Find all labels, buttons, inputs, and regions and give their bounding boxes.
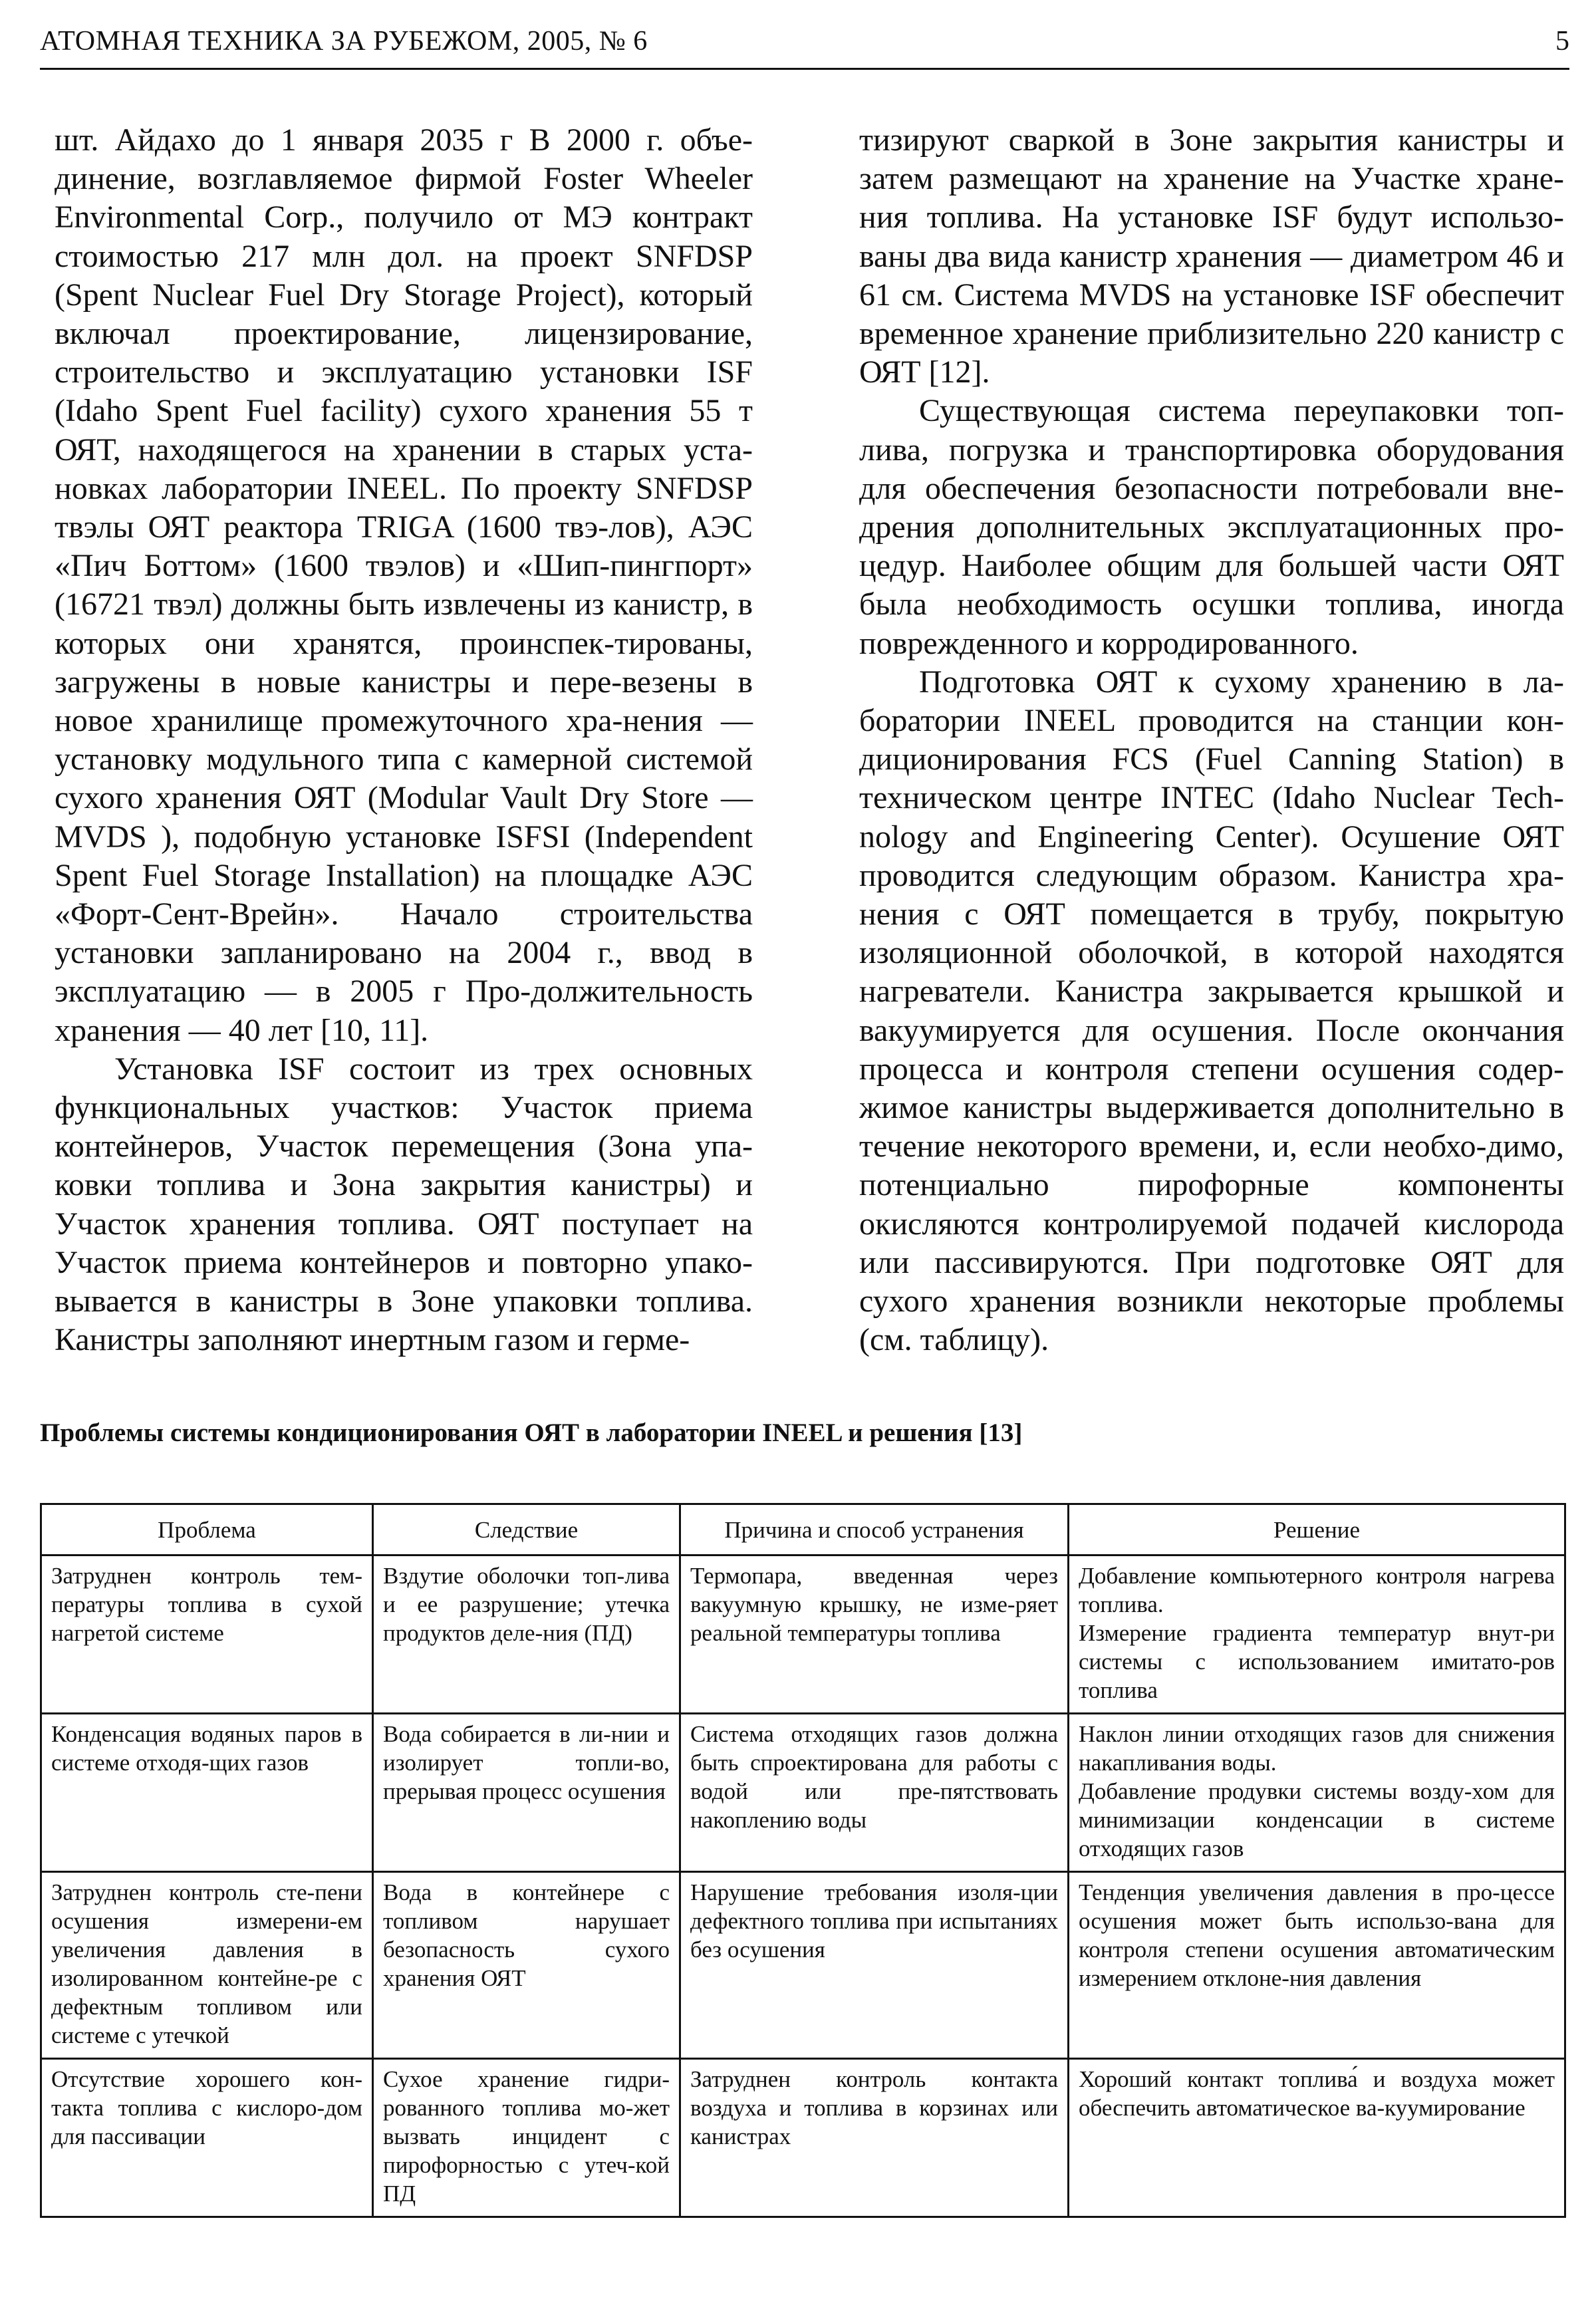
column-header-problem: Проблема [41, 1504, 373, 1555]
table-cell: Хороший контакт топлива́ и воздуха может обеспечить автоматическое ва-куумирование [1069, 2059, 1565, 2217]
table-caption: Проблемы системы кондиционирования ОЯТ в лаборатории INEEL и решения [13] [40, 1419, 1023, 1447]
paragraph: тизируют сваркой в Зоне закрытия канистры и затем размещают на хранение на Участке хране-ния топлива. На установке ISF будут использо-ваны два вида канистр хранения — диаметром 46 и 61 см. Система MVDS на установке ISF обеспечит временное хранение приблизительно 220 канистр с ОЯТ [12]. [859, 122, 1564, 390]
column-header-solution: Решение [1069, 1504, 1565, 1555]
table-header-row [41, 1504, 1565, 1555]
table-row [41, 2059, 1565, 2217]
table-cell: Затруднен контроль контакта воздуха и топлива в корзинах или канистрах [680, 2059, 1069, 2217]
table-cell: Система отходящих газов должна быть спроектирована для работы с водой или пре-пятствовать накоплению воды [680, 1714, 1069, 1872]
table-cell: Тенденция увеличения давления в про-цессе осушения может быть использо-вана для контроля степени осушения автоматическим измерением отклоне-ния давления [1069, 1872, 1565, 2059]
paragraph: Существующая система переупаковки топ-лива, погрузка и транспортировка оборудования для обеспечения безопасности потребовали вне-дрения дополнительных эксплуатационных про-цедур. Наиболее общим для большей части ОЯТ была необходимость осушки топлива, иногда поврежденного и корродированного. [859, 393, 1564, 661]
table-row [41, 1555, 1565, 1714]
table-cell: Добавление компьютерного контроля нагрева топлива. Измерение градиента температур внут-ри системы с использованием имитато-ров топлива [1069, 1555, 1565, 1714]
table-cell: Вздутие оболочки топ-лива и ее разрушение; утечка продуктов деле-ния (ПД) [373, 1555, 680, 1714]
running-header [40, 25, 1569, 70]
table-cell: Сухое хранение гидри-рованного топлива мо-жет вызвать инцидент с пирофорностью с утеч-кой ПД [373, 2059, 680, 2217]
problems-table [40, 1503, 1566, 2218]
table-cell: Нарушение требования изоля-ции дефектного топлива при испытаниях без осушения [680, 1872, 1069, 2059]
paragraph: Подготовка ОЯТ к сухому хранению в ла-боратории INEEL проводится на станции кон-диционирования FCS (Fuel Canning Station) в техническом центре INTEC (Idaho Nuclear Tech-nology and Engineering Center). Осушение ОЯТ проводится следующим образом. Канистра хра-нения с ОЯТ помещается в трубу, покрытую изоляционной оболочкой, в которой находятся нагреватели. Канистра закрывается крышкой и вакуумируется для осушения. После окончания процесса и контроля степени осушения содер-жимое канистры выдерживается дополнительно в течение некоторого времени, и, если необхо-димо, потенциально пирофорные компоненты окисляются контролируемой подачей кислорода или пассивируются. При подготовке ОЯТ для сухого хранения возникли некоторые проблемы (см. таблицу). [859, 664, 1564, 1358]
paragraph: шт. Айдахо до 1 января 2035 г В 2000 г. объе-динение, возглавляемое фирмой Foster Wheeler Environmental Corp., получило от МЭ контракт стоимостью 217 млн дол. на проект SNFDSP (Spent Nuclear Fuel Dry Storage Project), который включал проектирование, лицензирование, строительство и эксплуатацию установки ISF (Idaho Spent Fuel facility) сухого хранения 55 т ОЯТ, находящегося на хранении в старых уста-новках лаборатории INEEL. По проекту SNFDSP твэлы ОЯТ реактора TRIGA (1600 твэ-лов), АЭС «Пич Боттом» (1600 твэлов) и «Шип-пингпорт» (16721 твэл) должны быть извлечены из канистр, в которых они хранятся, проинспек-тированы, загружены в новые канистры и пере-везены в новое хранилище промежуточного хра-нения — установку модульного типа с камерной системой сухого хранения ОЯТ (Modular Vault Dry Store — MVDS ), подобную установке ISFSI (Independent Spent Fuel Storage Installation) на площадке АЭС «Форт-Сент-Врейн». Начало строительства установки запланировано на 2004 г., ввод в эксплуатацию — в 2005 г Про-должительность хранения — 40 лет [10, 11]. [55, 122, 753, 1048]
page-number: 5 [1555, 26, 1569, 57]
table-row [41, 1872, 1565, 2059]
table-cell: Конденсация водяных паров в системе отходя-щих газов [41, 1714, 373, 1872]
table-cell: Отсутствие хорошего кон-такта топлива с кислоро-дом для пассивации [41, 2059, 373, 2217]
column-header-consequence: Следствие [373, 1504, 680, 1555]
table-row [41, 1714, 1565, 1872]
table-cell: Вода собирается в ли-нии и изолирует топли-во, прерывая процесс осушения [373, 1714, 680, 1872]
table-cell: Затруднен контроль сте-пени осушения измерени-ем увеличения давления в изолированном контейне-ре с дефектным топливом или системе с утечкой [41, 1872, 373, 2059]
table-cell: Термопара, введенная через вакуумную крышку, не изме-ряет реальной температуры топлива [680, 1555, 1069, 1714]
journal-title: АТОМНАЯ ТЕХНИКА ЗА РУБЕЖОМ, 2005, № 6 [40, 26, 648, 57]
table-cell: Затруднен контроль тем-пературы топлива в сухой нагретой системе [41, 1555, 373, 1714]
right-column [859, 121, 1564, 1360]
column-header-cause: Причина и способ устранения [680, 1504, 1069, 1555]
table-cell: Наклон линии отходящих газов для снижения накапливания воды. Добавление продувки системы возду-хом для минимизации конденсации в системе отходящих газов [1069, 1714, 1565, 1872]
paragraph: Установка ISF состоит из трех основных функциональных участков: Участок приема контейнеров, Участок перемещения (Зона упа-ковки топлива и Зона закрытия канистры) и Участок хранения топлива. ОЯТ поступает на Участок приема контейнеров и повторно упако-вывается в канистры в Зоне упаковки топлива. Канистры заполняют инертным газом и герме- [55, 1051, 753, 1358]
left-column [55, 121, 753, 1360]
table-cell: Вода в контейнере с топливом нарушает безопасность сухого хранения ОЯТ [373, 1872, 680, 2059]
